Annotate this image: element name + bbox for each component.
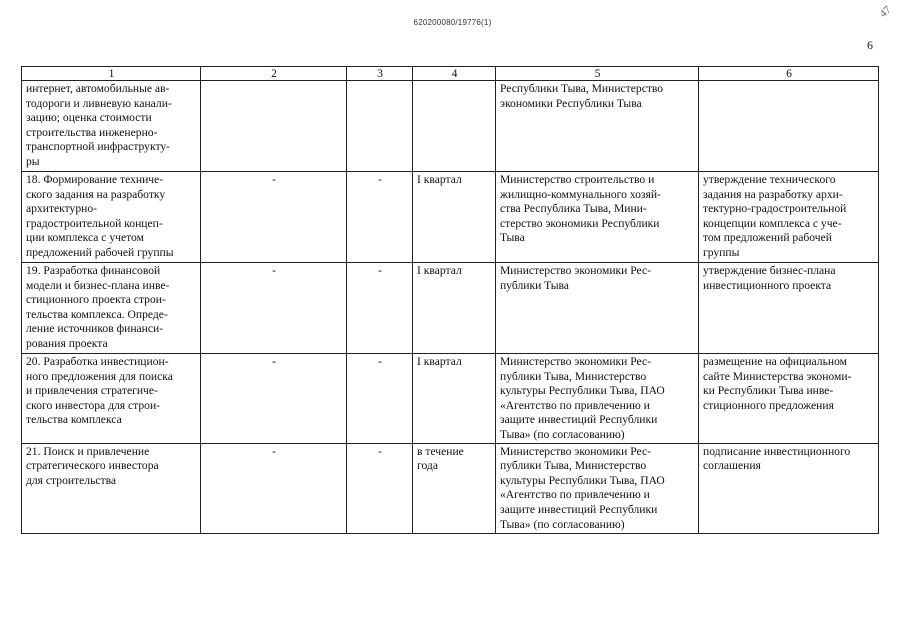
corner-mark: 47 — [877, 3, 894, 21]
deadline-cell: в течение года — [413, 443, 496, 533]
table-header-row — [22, 67, 879, 81]
task-cell: 21. Поиск и привлечение стратегического инвестора для строительства — [22, 443, 201, 533]
responsible-cell: Республики Тыва, Министерство экономики Республики Тыва — [496, 81, 699, 172]
column-3-cell: - — [347, 354, 413, 444]
plan-table — [21, 66, 879, 534]
result-cell: подписание инвестиционного соглашения — [699, 443, 879, 533]
responsible-cell: Министерство экономики Рес- публики Тыва, Министерство культуры Республики Тыва, ПАО «Агентство по привлечению и защите инвестиций Республики Тыва» (по согласованию) — [496, 443, 699, 533]
table-row — [22, 81, 879, 172]
table-row — [22, 443, 879, 533]
column-2-cell — [201, 81, 347, 172]
deadline-cell — [413, 81, 496, 172]
column-header-4: 4 — [413, 67, 496, 81]
column-3-cell: - — [347, 263, 413, 354]
column-header-1: 1 — [22, 67, 201, 81]
column-2-cell: - — [201, 354, 347, 444]
column-2-cell: - — [201, 172, 347, 263]
column-2-cell: - — [201, 443, 347, 533]
column-header-5: 5 — [496, 67, 699, 81]
document-id: 620200080/19776(1) — [413, 18, 492, 27]
column-2-cell: - — [201, 263, 347, 354]
task-cell: 19. Разработка финансовой модели и бизнес-плана инве- стиционного проекта строи- тельства комплекса. Опреде- ление источников финанси- рования проекта — [22, 263, 201, 354]
deadline-cell: I квартал — [413, 354, 496, 444]
deadline-cell: I квартал — [413, 172, 496, 263]
table-row — [22, 263, 879, 354]
table-row — [22, 354, 879, 444]
page-number: 6 — [867, 38, 873, 52]
column-header-2: 2 — [201, 67, 347, 81]
result-cell: утверждение бизнес-плана инвестиционного проекта — [699, 263, 879, 354]
deadline-cell: I квартал — [413, 263, 496, 354]
result-cell — [699, 81, 879, 172]
responsible-cell: Министерство строительство и жилищно-коммунального хозяй- ства Республика Тыва, Мини- стерство экономики Республики Тыва — [496, 172, 699, 263]
column-3-cell: - — [347, 443, 413, 533]
column-header-6: 6 — [699, 67, 879, 81]
task-cell: интернет, автомобильные ав- тодороги и ливневую канали- зацию; оценка стоимости строительства инженерно- транспортной инфраструкту- ры — [22, 81, 201, 172]
responsible-cell: Министерство экономики Рес- публики Тыва, Министерство культуры Республики Тыва, ПАО «Агентство по привлечению и защите инвестиций Республики Тыва» (по согласованию) — [496, 354, 699, 444]
task-cell: 18. Формирование техниче- ского задания на разработку архитектурно- градостроительной концеп- ции комплекса с учетом предложений рабочей группы — [22, 172, 201, 263]
responsible-cell: Министерство экономики Рес- публики Тыва — [496, 263, 699, 354]
task-cell: 20. Разработка инвестицион- ного предложения для поиска и привлечения стратегиче- ского инвестора для строи- тельства комплекса — [22, 354, 201, 444]
column-3-cell — [347, 81, 413, 172]
result-cell: размещение на официальном сайте Министерства экономи- ки Республики Тыва инве- стиционного предложения — [699, 354, 879, 444]
column-3-cell: - — [347, 172, 413, 263]
column-header-3: 3 — [347, 67, 413, 81]
result-cell: утверждение технического задания на разработку архи- тектурно-градостроительной концепции комплекса с уче- том предложений рабочей группы — [699, 172, 879, 263]
table-row — [22, 172, 879, 263]
